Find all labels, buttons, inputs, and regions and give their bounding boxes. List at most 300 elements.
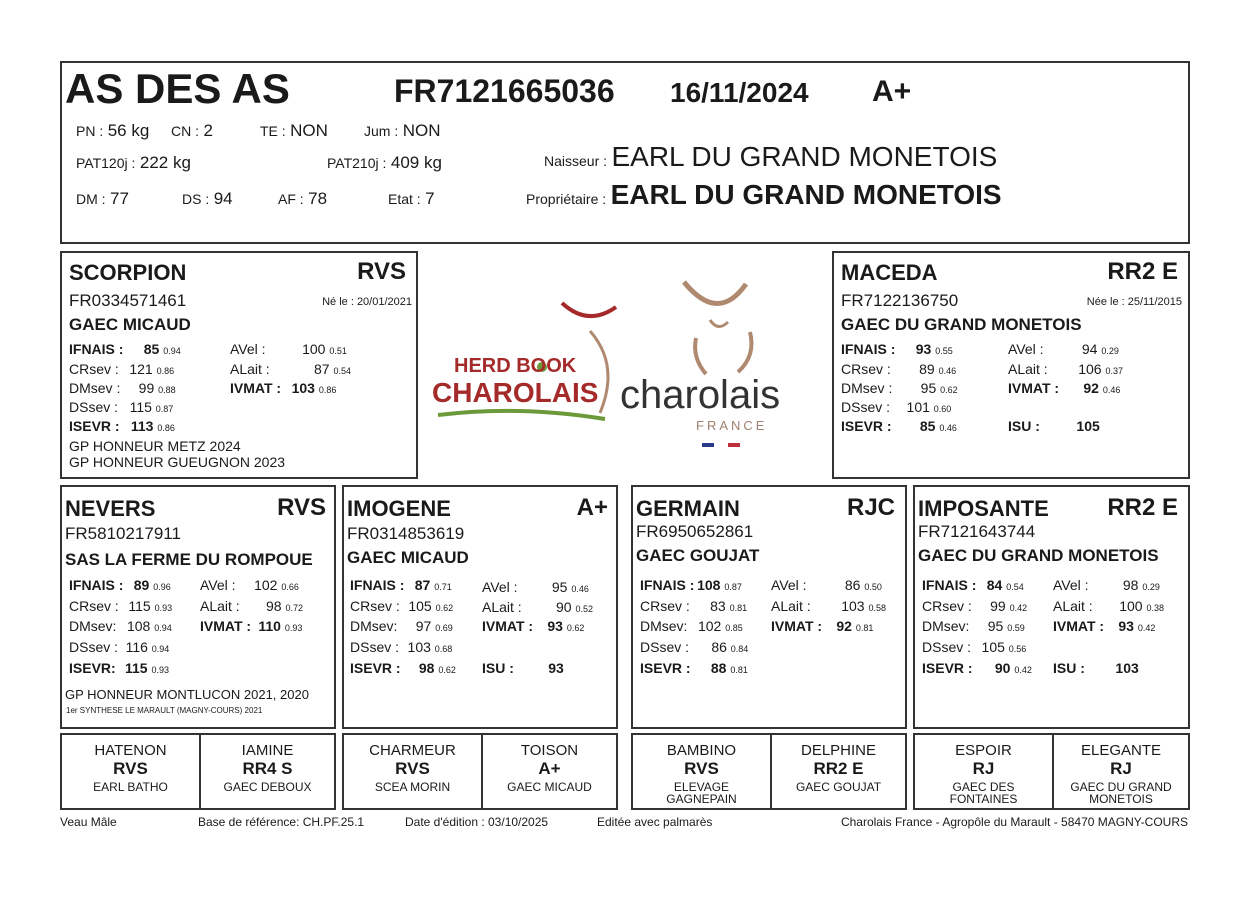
ifnais-value: 85: [143, 341, 160, 357]
gp-dssev: [922, 639, 1026, 655]
footer-address: Charolais France - Agropôle du Marault - 58470 MAGNY-COURS: [840, 815, 1188, 829]
gp-grade: RR2 E: [1107, 494, 1178, 521]
dssev-label: DSsev :: [640, 639, 690, 655]
gp-crsev: [350, 598, 453, 614]
isevr-label: ISEVR :: [922, 660, 973, 676]
ggp-grade: RR4 S: [242, 759, 293, 778]
ivmat-value: 110: [258, 618, 281, 634]
ivmat-value: 103: [291, 380, 315, 396]
gp-name: GERMAIN: [636, 496, 740, 521]
dssev-cd: 0.94: [151, 644, 170, 654]
dmsev-label: DMsev:: [69, 618, 117, 634]
avel-value: 94: [1081, 341, 1098, 357]
dssev-value: 115: [129, 399, 152, 415]
te-field: [260, 121, 328, 141]
isevr-label: ISEVR :: [841, 418, 892, 434]
ivmat-label: IVMAT :: [1053, 618, 1105, 634]
ggp-name: BAMBINO: [666, 742, 737, 759]
ggp-grade: RJ: [972, 759, 995, 778]
gp-isu: [1053, 660, 1139, 676]
avel-value: 100: [302, 341, 326, 357]
dmsev-value: 99: [138, 380, 155, 396]
sire-ifnais: [69, 341, 181, 357]
ggp-group-3: [631, 733, 907, 810]
ifnais-cd: 0.55: [935, 346, 953, 356]
isevr-cd: 0.93: [151, 665, 169, 675]
jum-value: NON: [402, 121, 441, 140]
ivmat-label: IVMAT :: [482, 618, 534, 634]
dam-born: Née le : 25/11/2015: [1086, 296, 1182, 308]
ifnais-cd: 0.96: [153, 582, 171, 592]
isu-value: 105: [1076, 418, 1100, 434]
grandparent-panel-germain: [631, 485, 907, 729]
crsev-label: CRsev :: [841, 361, 891, 377]
dmsev-label: DMsev :: [69, 380, 121, 396]
ifnais-value: 93: [915, 341, 932, 357]
grandparent-panel-imposante: [913, 485, 1190, 729]
crsev-label: CRsev :: [69, 598, 119, 614]
dmsev-label: DMsev:: [350, 618, 398, 634]
avel-label: AVel :: [230, 341, 266, 357]
gp-ifnais: [922, 577, 1024, 593]
sire-palmares-2: GP HONNEUR GUEUGNON 2023: [69, 454, 286, 470]
dam-name: MACEDA: [841, 260, 938, 285]
ggp-name: DELPHINE: [800, 742, 877, 759]
dam-crsev: [841, 361, 956, 377]
ivmat-cd: 0.62: [566, 623, 585, 633]
alait-value: 87: [314, 361, 330, 377]
gp-dmsev: [922, 618, 1025, 634]
alait-value: 98: [266, 598, 282, 614]
dam-panel: [832, 251, 1190, 479]
af-value: 78: [308, 189, 328, 208]
dmsev-cd: 0.88: [158, 385, 176, 395]
avel-value: 95: [551, 579, 568, 595]
avel-value: 102: [254, 577, 278, 593]
gp-alait: [771, 598, 886, 614]
pat210-value: 409 kg: [390, 153, 442, 172]
ggp-cell: [772, 735, 905, 808]
alait-label: ALait :: [771, 598, 811, 614]
dam-avel: [1008, 341, 1119, 357]
jum-label: Jum :: [364, 123, 399, 139]
etat-label: Etat :: [388, 191, 421, 207]
gp-dmsev: [640, 618, 743, 634]
ifnais-label: IFNAIS :: [922, 577, 977, 593]
ifnais-label: IFNAIS :: [841, 341, 896, 357]
dssev-label: DSsev :: [69, 399, 119, 415]
gp-palmares-2: 1er SYNTHESE LE MARAULT (MAGNY-COURS) 2021: [66, 706, 263, 715]
ifnais-cd: 0.94: [163, 346, 181, 356]
gp-isevr: [640, 660, 748, 676]
sire-name: SCORPION: [69, 260, 187, 285]
gp-grade: RVS: [277, 494, 326, 521]
alait-label: ALait :: [1008, 361, 1048, 377]
dssev-cd: 0.56: [1008, 644, 1027, 654]
ggp-cell: [633, 735, 772, 808]
isevr-cd: 0.86: [157, 423, 175, 433]
crsev-cd: 0.46: [938, 366, 957, 376]
header-panel: [60, 61, 1190, 244]
gp-avel: [771, 577, 882, 593]
isevr-cd: 0.62: [438, 665, 456, 675]
pat120-label: PAT120j :: [76, 155, 136, 171]
naisseur-field: [544, 141, 997, 173]
avel-value: 98: [1122, 577, 1139, 593]
alait-label: ALait :: [230, 361, 270, 377]
dssev-value: 103: [407, 639, 431, 655]
crsev-label: CRsev :: [922, 598, 972, 614]
ggp-grade: RR2 E: [813, 759, 864, 778]
dssev-value: 86: [711, 639, 727, 655]
dam-grade: RR2 E: [1107, 258, 1178, 285]
pat210-label: PAT210j :: [327, 155, 387, 171]
ggp-owner: GAEC DU GRAND MONETOIS: [1070, 780, 1172, 806]
ggp-owner: SCEA MORIN: [374, 780, 451, 794]
alait-cd: 0.72: [285, 603, 304, 613]
dmsev-cd: 0.85: [725, 623, 743, 633]
ivmat-value: 92: [836, 618, 852, 634]
dssev-label: DSsev :: [841, 399, 891, 415]
gp-isevr: [350, 660, 456, 676]
alait-cd: 0.38: [1146, 603, 1165, 613]
gp-owner: GAEC GOUJAT: [636, 546, 760, 565]
ggp-owner: GAEC MICAUD: [507, 780, 592, 794]
ggp-grade: RVS: [684, 759, 719, 778]
dam-ifnais: [841, 341, 953, 357]
gp-alait: [1053, 598, 1164, 614]
isu-label: ISU :: [1053, 660, 1085, 676]
avel-cd: 0.50: [864, 582, 882, 592]
sire-avel: [230, 341, 347, 357]
flag-icon: [702, 443, 742, 447]
dam-alait: [1008, 361, 1123, 377]
dam-id: FR7122136750: [841, 291, 959, 310]
avel-value: 86: [844, 577, 861, 593]
footer-palmares: Editée avec palmarès: [597, 815, 713, 829]
alait-label: ALait :: [1053, 598, 1093, 614]
isevr-value: 98: [418, 660, 435, 676]
ggp-owner: GAEC DEBOUX: [223, 780, 312, 794]
isevr-label: ISEVR :: [350, 660, 401, 676]
dam-dssev: [841, 399, 951, 415]
ivmat-cd: 0.46: [1102, 385, 1121, 395]
gp-alait: [200, 598, 303, 614]
ggp-grade: A+: [538, 759, 561, 778]
ifnais-label: IFNAIS :: [69, 577, 124, 593]
herdbook-logo: [430, 295, 625, 425]
ivmat-label: IVMAT :: [200, 618, 252, 634]
dssev-label: DSsev :: [69, 639, 119, 655]
gp-alait: [482, 599, 593, 615]
dssev-value: 101: [906, 399, 930, 415]
avel-label: AVel :: [771, 577, 807, 593]
ggp-name: TOISON: [520, 742, 579, 759]
dssev-label: DSsev :: [922, 639, 972, 655]
alait-value: 103: [841, 598, 865, 614]
crsev-value: 83: [710, 598, 726, 614]
pat210-field: [327, 153, 442, 173]
ifnais-cd: 0.71: [434, 582, 452, 592]
dmsev-cd: 0.59: [1007, 623, 1025, 633]
crsev-label: CRsev :: [69, 361, 119, 377]
crsev-cd: 0.42: [1009, 603, 1028, 613]
jum-field: [364, 121, 440, 141]
charolais-france-logo: [618, 278, 828, 453]
isevr-label: ISEVR :: [640, 660, 691, 676]
isevr-value: 85: [919, 418, 936, 434]
dssev-value: 116: [125, 639, 148, 655]
avel-label: AVel :: [200, 577, 236, 593]
dmsev-label: DMsev:: [640, 618, 688, 634]
gp-ifnais: [640, 577, 742, 593]
dam-isevr: [841, 418, 957, 434]
avel-label: AVel :: [482, 579, 518, 595]
sire-owner: GAEC MICAUD: [69, 315, 191, 334]
crsev-value: 121: [129, 361, 153, 377]
gp-isu: [482, 660, 564, 676]
dm-label: DM :: [76, 191, 106, 207]
te-label: TE :: [260, 123, 286, 139]
ifnais-cd: 0.54: [1006, 582, 1024, 592]
crsev-cd: 0.93: [154, 603, 173, 613]
ifnais-label: IFNAIS :: [350, 577, 405, 593]
sire-grade: RVS: [357, 258, 406, 285]
dssev-cd: 0.60: [933, 404, 952, 414]
ifnais-value: 87: [414, 577, 431, 593]
gp-avel: [200, 577, 299, 593]
crsev-label: CRsev :: [350, 598, 400, 614]
gp-id: FR5810217911: [65, 524, 181, 543]
crsev-label: CRsev :: [640, 598, 690, 614]
dmsev-value: 95: [987, 618, 1004, 634]
ggp-group-1: [60, 733, 336, 810]
gp-name: IMOGENE: [347, 496, 451, 521]
naisseur-value: EARL DU GRAND MONETOIS: [611, 141, 998, 172]
avel-cd: 0.29: [1142, 582, 1160, 592]
ivmat-label: IVMAT :: [1008, 380, 1060, 396]
proprietaire-field: [526, 179, 1002, 211]
isevr-cd: 0.81: [730, 665, 748, 675]
gp-avel: [1053, 577, 1160, 593]
grandparent-panel-nevers: [60, 485, 336, 729]
dm-value: 77: [110, 189, 129, 208]
crsev-cd: 0.62: [435, 603, 454, 613]
gp-ifnais: [69, 577, 171, 593]
isevr-value: 90: [994, 660, 1011, 676]
cn-label: CN :: [171, 123, 199, 139]
avel-cd: 0.46: [571, 584, 589, 594]
herdbook-line1: HERD BOOK: [454, 355, 577, 377]
ggp-grade: RVS: [395, 759, 430, 778]
ivmat-cd: 0.86: [318, 385, 337, 395]
proprietaire-label: Propriétaire :: [526, 191, 607, 207]
ggp-owner: EARL BATHO: [93, 780, 168, 794]
gp-isevr: [69, 660, 169, 676]
ggp-name: ESPOIR: [955, 742, 1012, 759]
dmsev-value: 97: [415, 618, 432, 634]
gp-ifnais: [350, 577, 452, 593]
isu-value: 103: [1115, 660, 1139, 676]
gp-crsev: [640, 598, 747, 614]
ggp-cell: [344, 735, 483, 808]
ggp-cell: [483, 735, 616, 808]
proprietaire-value: EARL DU GRAND MONETOIS: [610, 179, 1002, 210]
ivmat-value: 93: [1118, 618, 1134, 634]
dmsev-cd: 0.94: [154, 623, 172, 633]
ggp-owner: GAEC DES FONTAINES: [949, 780, 1018, 806]
pn-field: [76, 121, 149, 141]
dssev-value: 105: [981, 639, 1005, 655]
gp-id: FR0314853619: [347, 524, 465, 543]
isevr-value: 88: [710, 660, 727, 676]
alait-value: 90: [556, 599, 572, 615]
pat120-value: 222 kg: [139, 153, 191, 172]
ggp-group-2: [342, 733, 618, 810]
avel-cd: 0.66: [281, 582, 299, 592]
ivmat-label: IVMAT :: [230, 380, 282, 396]
gp-owner: GAEC DU GRAND MONETOIS: [918, 546, 1159, 565]
gp-name: NEVERS: [65, 496, 156, 521]
gp-name: IMPOSANTE: [918, 496, 1049, 521]
animal-name: AS DES AS: [65, 65, 290, 112]
sire-crsev: [69, 361, 174, 377]
dam-isu: [1008, 418, 1100, 434]
isevr-label: ISEVR :: [69, 418, 120, 434]
gp-grade: A+: [576, 494, 608, 521]
isevr-value: 115: [124, 660, 148, 676]
ivmat-cd: 0.42: [1137, 623, 1156, 633]
crsev-value: 99: [990, 598, 1006, 614]
cn-field: [171, 121, 213, 141]
avel-cd: 0.51: [329, 346, 347, 356]
gp-ivmat: [1053, 618, 1155, 634]
crsev-cd: 0.86: [156, 366, 175, 376]
sire-dmsev: [69, 380, 176, 396]
dssev-cd: 0.87: [155, 404, 174, 414]
ivmat-value: 93: [547, 618, 563, 634]
sire-ivmat: [230, 380, 336, 396]
gp-dssev: [640, 639, 748, 655]
crsev-value: 89: [919, 361, 935, 377]
dmsev-label: DMsev :: [841, 380, 893, 396]
gp-palmares-1: GP HONNEUR MONTLUCON 2021, 2020: [65, 687, 309, 702]
gp-avel: [482, 579, 589, 595]
sire-born: Né le : 20/01/2021: [322, 296, 412, 308]
gp-ivmat: [482, 618, 584, 634]
ds-label: DS :: [182, 191, 210, 207]
isu-label: ISU :: [482, 660, 514, 676]
te-value: NON: [290, 121, 328, 140]
alait-label: ALait :: [482, 599, 522, 615]
ggp-name: HATENON: [94, 742, 167, 759]
pat120-field: [76, 153, 191, 173]
gp-ivmat: [200, 618, 302, 634]
ivmat-cd: 0.81: [855, 623, 874, 633]
footer-edition: Date d'édition : 03/10/2025: [405, 815, 549, 829]
alait-cd: 0.52: [575, 604, 594, 614]
animal-date: 16/11/2024: [670, 77, 809, 108]
gp-dmsev: [350, 618, 453, 634]
avel-cd: 0.29: [1101, 346, 1119, 356]
charolais-horns-icon: [618, 278, 828, 378]
gp-dssev: [69, 639, 169, 655]
ggp-grade: RJ: [1110, 759, 1132, 778]
etat-value: 7: [425, 189, 435, 208]
dssev-cd: 0.68: [434, 644, 453, 654]
charolais-word: charolais: [620, 373, 781, 417]
dmsev-value: 95: [920, 380, 937, 396]
sire-id: FR0334571461: [69, 291, 187, 310]
crsev-cd: 0.81: [729, 603, 748, 613]
footer-type: Veau Mâle: [60, 815, 117, 829]
ifnais-cd: 0.87: [724, 582, 742, 592]
ggp-cell: [201, 735, 334, 808]
dam-owner: GAEC DU GRAND MONETOIS: [841, 315, 1082, 334]
ds-value: 94: [213, 189, 233, 208]
gp-grade: RJC: [846, 494, 895, 521]
gp-crsev: [69, 598, 172, 614]
af-label: AF :: [278, 191, 304, 207]
herdbook-line2: CHAROLAIS: [432, 377, 599, 408]
dm-field: [76, 189, 129, 209]
ggp-cell: [62, 735, 201, 808]
gp-ivmat: [771, 618, 873, 634]
alait-cd: 0.54: [333, 366, 352, 376]
ivmat-label: IVMAT :: [771, 618, 823, 634]
ggp-owner: ELEVAGE GAGNEPAIN: [666, 780, 737, 806]
dssev-cd: 0.84: [730, 644, 749, 654]
alait-value: 106: [1078, 361, 1102, 377]
ggp-grade: RVS: [113, 759, 148, 778]
sire-isevr: [69, 418, 175, 434]
gp-owner: GAEC MICAUD: [347, 548, 469, 567]
ifnais-value: 108: [697, 577, 721, 593]
isevr-cd: 0.46: [939, 423, 957, 433]
ds-field: [182, 189, 233, 209]
sire-alait: [230, 361, 351, 377]
ggp-cell: [915, 735, 1054, 808]
grandparent-panel-imogene: [342, 485, 618, 729]
ifnais-label: IFNAIS :: [69, 341, 124, 357]
sire-panel: [60, 251, 418, 479]
alait-cd: 0.37: [1105, 366, 1124, 376]
footer-base: Base de référence: CH.PF.25.1: [198, 815, 365, 829]
alait-cd: 0.58: [868, 603, 887, 613]
crsev-value: 115: [128, 598, 151, 614]
dmsev-label: DMsev:: [922, 618, 970, 634]
af-field: [278, 189, 327, 209]
gp-dmsev: [69, 618, 172, 634]
cn-value: 2: [203, 121, 213, 140]
animal-id: FR7121665036: [394, 73, 615, 109]
isevr-value: 113: [130, 418, 154, 434]
gp-crsev: [922, 598, 1027, 614]
crsev-value: 105: [408, 598, 432, 614]
gp-owner: SAS LA FERME DU ROMPOUE: [65, 550, 313, 569]
dmsev-cd: 0.69: [435, 623, 453, 633]
avel-label: AVel :: [1008, 341, 1044, 357]
etat-field: [388, 189, 435, 209]
dam-dmsev: [841, 380, 958, 396]
ggp-name: IAMINE: [241, 742, 294, 759]
ggp-group-4: [913, 733, 1190, 810]
animal-grade: A+: [872, 75, 912, 108]
dmsev-value: 102: [697, 618, 722, 634]
ifnais-value: 84: [986, 577, 1003, 593]
pn-label: PN :: [76, 123, 104, 139]
ggp-owner: GAEC GOUJAT: [795, 780, 882, 794]
